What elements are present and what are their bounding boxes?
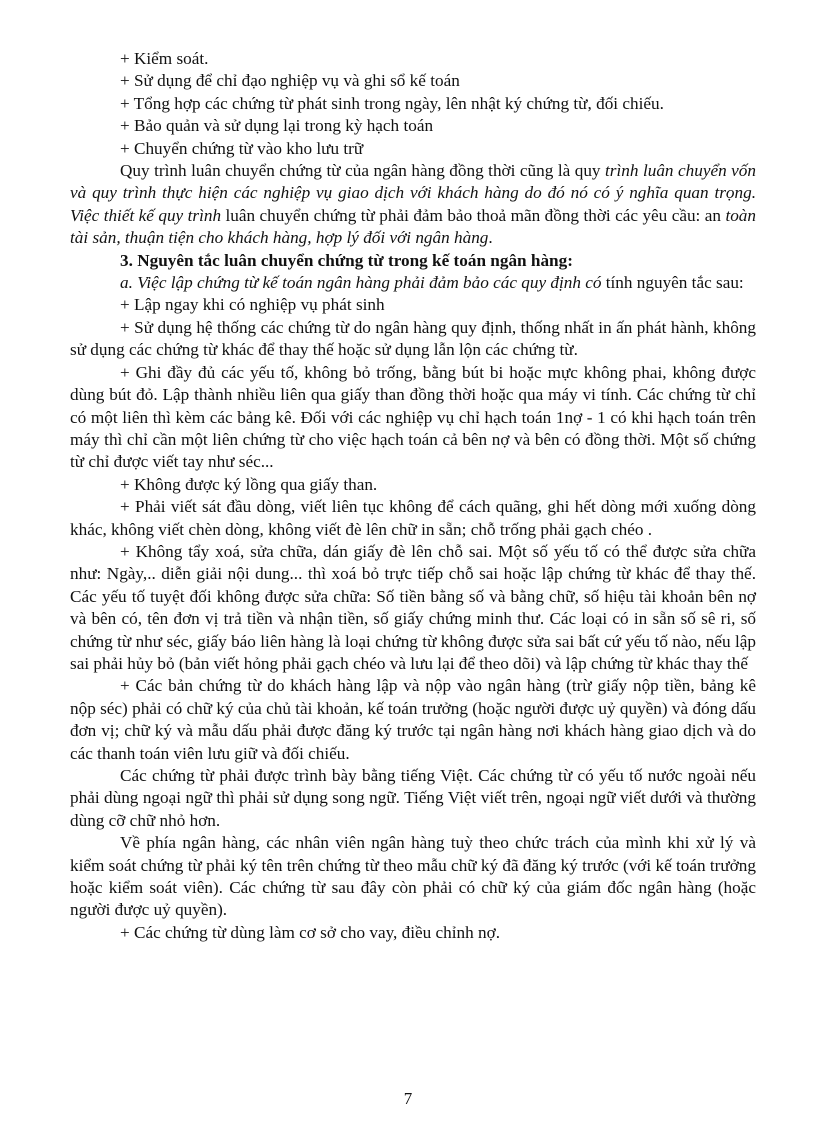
paragraph: Các chứng từ phải được trình bày bằng tiếng Việt. Các chứng từ có yếu tố nước ngoài nếu phải dùng ngoại ngữ thì phải sử dụng song ngữ. Tiếng Việt viết trên, ngoại ngữ viết dưới và thường dùng cỡ chữ nhỏ hơn. [70,766,756,830]
document-page [70,48,756,944]
list-item: + Sử dụng để chỉ đạo nghiệp vụ và ghi sổ kế toán [120,71,460,91]
rule-item: + Ghi đầy đủ các yếu tố, không bỏ trống, bằng bút bi hoặc mực không phai, không được dùng bút đỏ. Lập thành nhiều liên qua giấy than đồng thời hoặc qua máy vi tính. Các chứng từ chỉ có một liên thì kèm các bảng kê. Đối với các nghiệp vụ chỉ hạch toán 1nợ - 1 có khi hạch toán trên máy thì chỉ cần một liên chứng từ cho việc hạch toán cả bên nợ và bên có đồng thời. Một số chứng từ chỉ được viết tay như séc... [70,362,756,472]
rule-item: + Phải viết sát đầu dòng, viết liên tục không để cách quãng, ghi hết dòng mới xuống dòng khác, không viết chèn dòng, không viết đè lên chữ in sẵn; chỗ trống phải gạch chéo . [70,497,756,539]
rule-item: + Các bản chứng từ do khách hàng lập và nộp vào ngân hàng (trừ giấy nộp tiền, bảng kê nộp séc) phải có chữ ký của chủ tài khoản, kế toán trưởng (hoặc người được uỷ quyền) và đóng dấu đơn vị; chữ ký và mẫu dấu phải được đăng ký trước tại ngân hàng nơi khách hàng giao dịch và do các thanh toán viên lưu giữ và đối chiếu. [70,676,756,763]
paragraph-quy-trinh: Quy trình luân chuyển chứng từ của ngân hàng đồng thời cũng là quy trình luân chuyển vốn và quy trình thực hiện các nghiệp vụ giao dịch với khách hàng do đó nó có ý nghĩa quan trọng. Việc thiết kế quy trình luân chuyển chứng từ phải đảm bảo thoả mãn đồng thời các yêu cầu: an toàn tài sản, thuận tiện cho khách hàng, hợp lý đối với ngân hàng. [70,161,756,248]
paragraph-a: a. Việc lập chứng từ kế toán ngân hàng phải đảm bảo các quy định có tính nguyên tắc sau: [120,273,744,293]
list-item: + Tổng hợp các chứng từ phát sinh trong ngày, lên nhật ký chứng từ, đối chiếu. [120,93,664,113]
page-number: 7 [403,1089,413,1108]
rule-item: + Không tẩy xoá, sửa chữa, dán giấy đè lên chỗ sai. Một số yếu tố có thể được sửa chữa như: Ngày,.. diễn giải nội dung... thì xoá bỏ trực tiếp chỗ sai hoặc lập chứng từ khác để thay thế. Các yếu tố tuyệt đối không được sửa chữa: Số tiền bằng số và bằng chữ, số hiệu tài khoản bên nợ và bên có, tên đơn vị trả tiền và nhận tiền, số giấy chứng minh thư. Các loại có in sẵn số sê ri, số chứng từ như séc, giấy báo liên hàng là loại chứng từ không được sửa sai bất cứ yếu tố nào, nếu lập sai phải hủy bỏ (bản viết hỏng phải gạch chéo và lưu lại để theo dõi) và lập chứng từ khác thay thế [70,541,756,673]
list-item: + Kiểm soát. [120,49,209,68]
rule-item: + Các chứng từ dùng làm cơ sở cho vay, điều chỉnh nợ. [120,922,501,942]
rule-item: + Sử dụng hệ thống các chứng từ do ngân hàng quy định, thống nhất in ấn phát hành, không sử dụng các chứng từ khác để thay thế hoặc sử dụng lẫn lộn các chứng từ. [70,317,756,360]
list-item: + Chuyển chứng từ vào kho lưu trữ [120,138,364,158]
list-item: + Bảo quản và sử dụng lại trong kỳ hạch toán [120,116,434,136]
rule-item: + Lập ngay khi có nghiệp vụ phát sinh [120,295,385,315]
rule-item: + Không được ký lồng qua giấy than. [120,474,378,494]
section-heading: 3. Nguyên tắc luân chuyển chứng từ trong kế toán ngân hàng: [120,250,573,270]
paragraph: Về phía ngân hàng, các nhân viên ngân hàng tuỳ theo chức trách của mình khi xử lý và kiểm soát chứng từ phải ký tên trên chứng từ theo mẫu chữ ký đã đăng ký trước (với kế toán trưởng hoặc kiểm soát viên). Các chứng từ sau đây còn phải có chữ ký của giám đốc ngân hàng (hoặc người được uỷ quyền). [70,833,756,920]
